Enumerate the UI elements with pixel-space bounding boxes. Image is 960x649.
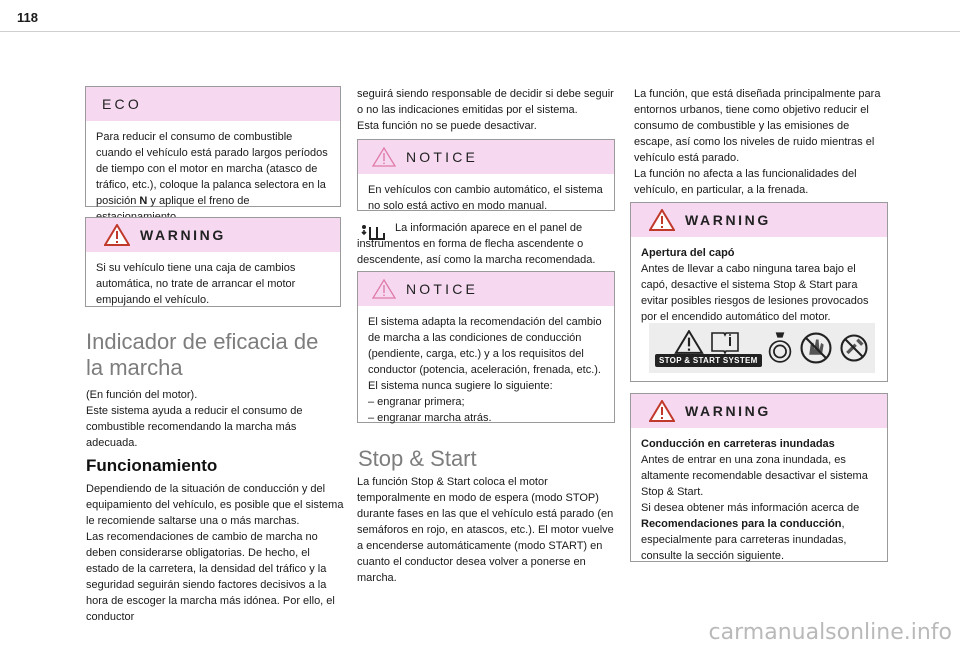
eco-title: ECO [102,96,142,112]
eco-text-a: Para reducir el consumo de combustible cuando el vehículo está parado largos períodos de tiempo con el motor en marcha (atasco de tráfico, etc.), coloque la palanca selectora en la posición [96,131,328,207]
right-intro-text [634,86,890,198]
stop-start-system-badge: STOP & START SYSTEM [655,354,762,367]
watermark: carmanualsonline.info [708,620,952,645]
notice-triangle-icon [372,279,396,299]
warning-body-hood [631,237,887,329]
notice2-item1: – engranar primera; [368,396,465,408]
warning-triangle-icon [104,224,130,246]
stop-start-text [357,474,619,586]
hand-prohibited-icon [799,331,833,365]
info-paragraph: La información aparece en el panel de instrumentos en forma de flecha ascendente o descendente, así como la marcha recomendada. [357,222,596,266]
flood-text2b: Recomendaciones para la conducción [641,518,842,530]
notice2-line1: El sistema adapta la recomendación del cambio de marcha a las condiciones de conducción (pendiente, carga, etc.) y a los requisitos del conductor (potencia, aceleración, frenada, etc.). [368,316,602,376]
warning-triangle-icon [649,400,675,422]
middle-cont-text [357,86,617,134]
notice2-item2: – engranar marcha atrás. [368,412,492,424]
page-number: 118 [17,10,38,25]
notice2-line2: El sistema nunca sugiere lo siguiente: [368,380,553,392]
manual-book-icon [708,330,742,354]
notice-header-1 [358,140,614,174]
intro-text [86,387,342,451]
section-title-stop-start: Stop & Start [358,446,477,471]
notice-triangle-icon [372,147,396,167]
warning-body-left [86,252,340,316]
notice-title-2: NOTICE [406,281,479,297]
eco-box [85,86,341,207]
eco-text-bold: N [139,195,148,207]
hood-heading: Apertura del capó [641,247,735,259]
right-para2: La función no afecta a las funcionalidades del vehículo, en particular, a la frenada. [634,168,857,196]
notice-text-1: En vehículos con cambio automático, el sistema no solo está activo en modo manual. [368,184,603,212]
warning-header-hood [631,203,887,237]
funcionamiento-para: Dependiendo de la situación de conducción y del equipamiento del vehículo, es posible que el sistema le recomiende saltarse una o más marchas. [86,483,344,527]
notice-box-1 [357,139,615,211]
warning-box-hood [630,202,888,382]
warning-box-flood [630,393,888,562]
intro-paragraph: Este sistema ayuda a reducir el consumo de combustible recomendando la marcha más adecuada. [86,405,303,449]
warning-triangle-icon [649,209,675,231]
warning-text-left: Si su vehículo tiene una caja de cambios automática, no trate de arrancar el motor empujando el vehículo. [96,262,296,306]
flood-text2a: Si desea obtener más información acerca de [641,502,860,514]
caution-triangle-icon [674,330,704,354]
eco-header [86,87,340,121]
engine-fan-icon [767,329,793,367]
stop-start-para: La función Stop & Start coloca el motor temporalmente en modo de espera (modo STOP) durante fases en las que el vehículo está parado (en semáforos en rojo, en atascos, etc.). El motor vuelve a encenderse automáticamente (modo START) en cuanto el conductor desea volver a ponerse en marcha. [357,476,614,584]
top-divider [0,31,960,32]
wrench-prohibited-icon [839,333,869,363]
hood-icon-strip [649,323,875,373]
flood-text: Antes de entrar en una zona inundada, es altamente recomendable desactivar el sistema Stop & Start. [641,454,868,498]
warning-title-flood: WARNING [685,403,771,419]
notice-body-1 [358,174,614,222]
hood-text: Antes de llevar a cabo ninguna tarea bajo el capó, desactive el sistema Stop & Start para evitar posibles riesgos de lesiones provocados por el encendido automático del motor. [641,263,869,323]
intro-line: (En función del motor). [86,389,198,401]
warning-title-hood: WARNING [685,212,771,228]
funcionamiento-para2: Las recomendaciones de cambio de marcha no deben considerarse obligatorias. De hecho, el estado de la carretera, la densidad del tráfico y la seguridad seguirán siendo factores decisivos a la hora de escoger la marcha más idónea. Por ello, el conductor [86,531,335,623]
warning-box-left [85,217,341,307]
funcionamiento-text [86,481,344,625]
notice-header-2 [358,272,614,306]
warning-header-left [86,218,340,252]
subheading-funcionamiento: Funcionamiento [86,456,218,475]
warning-title-left: WARNING [140,227,226,243]
notice-box-2 [357,271,615,423]
right-para: La función, que está diseñada principalmente para entornos urbanos, tiene como objetivo reducir el consumo de combustible y las emisiones de escape, así como los niveles de ruido mientras el vehículo está parado. [634,88,881,164]
flood-text2c: , especialmente para carreteras inundadas, consulte la sección siguiente. [641,518,847,562]
section-title-indicador: Indicador de eficacia de la marcha [86,329,319,380]
notice-body-2 [358,306,614,434]
caution-manual-group [655,330,762,367]
middle-cont: seguirá siendo responsable de decidir si debe seguir o no las indicaciones emitidas por el sistema. [357,88,614,116]
info-text [357,220,617,268]
warning-header-flood [631,394,887,428]
middle-cont2: Esta función no se puede desactivar. [357,120,537,132]
eco-text-b: y aplique el freno de [150,195,250,207]
warning-body-flood [631,428,887,572]
notice-title-1: NOTICE [406,149,479,165]
flood-heading: Conducción en carreteras inundadas [641,438,835,450]
